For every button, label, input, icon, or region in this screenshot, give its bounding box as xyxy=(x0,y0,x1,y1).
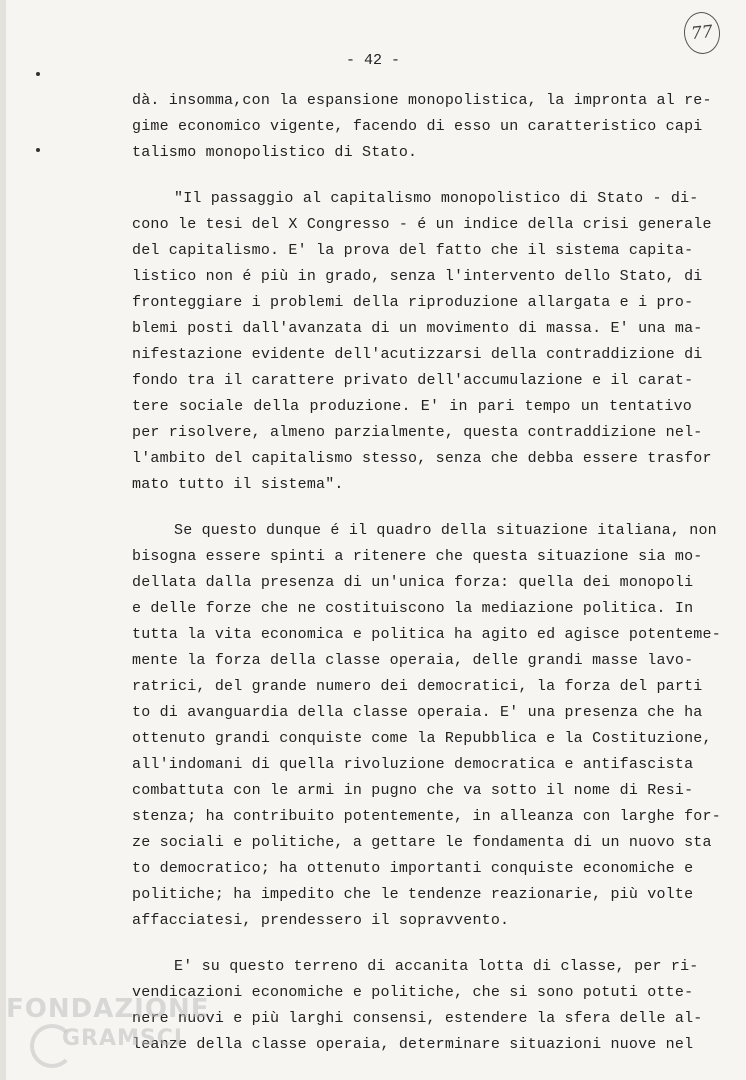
text-line: nere nuovi e più larghi consensi, estendere la sfera delle al- xyxy=(132,1010,703,1027)
text-line: e delle forze che ne costituiscono la mediazione politica. In xyxy=(132,600,694,617)
text-line: politiche; ha impedito che le tendenze reazionarie, più volte xyxy=(132,886,694,903)
text-line: stenza; ha contribuito potentemente, in alleanza con larghe for- xyxy=(132,808,721,825)
margin-mark xyxy=(36,72,40,76)
text-line: dà. insomma,con la espansione monopolistica, la impronta al re- xyxy=(132,92,712,109)
text-line: to democratico; ha ottenuto importanti conquiste economiche e xyxy=(132,860,694,877)
paragraph xyxy=(132,88,712,166)
text-line: fondo tra il carattere privato dell'accumulazione e il carat- xyxy=(132,372,694,389)
text-line: vendicazioni economiche e politiche, che si sono potuti otte- xyxy=(132,984,694,1001)
text-line: cono le tesi del X Congresso - é un indice della crisi generale xyxy=(132,216,712,233)
text-line: del capitalismo. E' la prova del fatto che il sistema capita- xyxy=(132,242,694,259)
watermark-line-1: FONDAZIONE xyxy=(6,994,210,1024)
text-line: gime economico vigente, facendo di esso un caratteristico capi xyxy=(132,118,703,135)
page-edge-shadow xyxy=(0,0,6,1080)
text-line: all'indomani di quella rivoluzione democratica e antifascista xyxy=(132,756,694,773)
margin-mark xyxy=(36,148,40,152)
text-line: tutta la vita economica e politica ha agito ed agisce potenteme- xyxy=(132,626,721,643)
text-line: ottenuto grandi conquiste come la Repubblica e la Costituzione, xyxy=(132,730,712,747)
text-line: affacciatesi, prendessero il sopravvento. xyxy=(132,912,510,929)
text-line: E' su questo terreno di accanita lotta di classe, per ri- xyxy=(174,958,699,975)
text-line: bisogna essere spinti a ritenere che questa situazione sia mo- xyxy=(132,548,703,565)
text-line: Se questo dunque é il quadro della situazione italiana, non xyxy=(174,522,717,539)
text-line: talismo monopolistico di Stato. xyxy=(132,144,418,161)
paragraph xyxy=(132,518,721,934)
text-line: to di avanguardia della classe operaia. E' una presenza che ha xyxy=(132,704,703,721)
text-line: leanze della classe operaia, determinare situazioni nuove nel xyxy=(132,1036,694,1053)
archive-number-stamp: 77 xyxy=(682,10,722,56)
text-line: dellata dalla presenza di un'unica forza: quella dei monopoli xyxy=(132,574,694,591)
text-line: tere sociale della produzione. E' in pari tempo un tentativo xyxy=(132,398,692,415)
page-number: - 42 - xyxy=(345,52,400,69)
body-text xyxy=(132,88,721,1058)
text-line: ze sociali e politiche, a gettare le fondamenta di un nuovo sta xyxy=(132,834,712,851)
text-line: ratrici, del grande numero dei democratici, la forza del parti xyxy=(132,678,703,695)
paragraph xyxy=(132,954,703,1058)
text-line: l'ambito del capitalismo stesso, senza che debba essere trasfor xyxy=(132,450,712,467)
text-line: mente la forza della classe operaia, delle grandi masse lavo- xyxy=(132,652,694,669)
paragraph xyxy=(132,186,712,498)
text-line: fronteggiare i problemi della riproduzione allargata e i pro- xyxy=(132,294,694,311)
text-line: nifestazione evidente dell'acutizzarsi della contraddizione di xyxy=(132,346,703,363)
text-line: listico non é più in grado, senza l'intervento dello Stato, di xyxy=(132,268,703,285)
text-line: per risolvere, almeno parzialmente, questa contraddizione nel- xyxy=(132,424,703,441)
watermark-line-2: GRAMSCI xyxy=(62,1026,184,1051)
text-line: combattuta con le armi in pugno che va sotto il nome di Resi- xyxy=(132,782,694,799)
text-line: "Il passaggio al capitalismo monopolistico di Stato - di- xyxy=(174,190,699,207)
text-line: mato tutto il sistema". xyxy=(132,476,344,493)
watermark-logo-icon xyxy=(30,1024,74,1068)
text-line: blemi posti dall'avanzata di un movimento di massa. E' una ma- xyxy=(132,320,703,337)
